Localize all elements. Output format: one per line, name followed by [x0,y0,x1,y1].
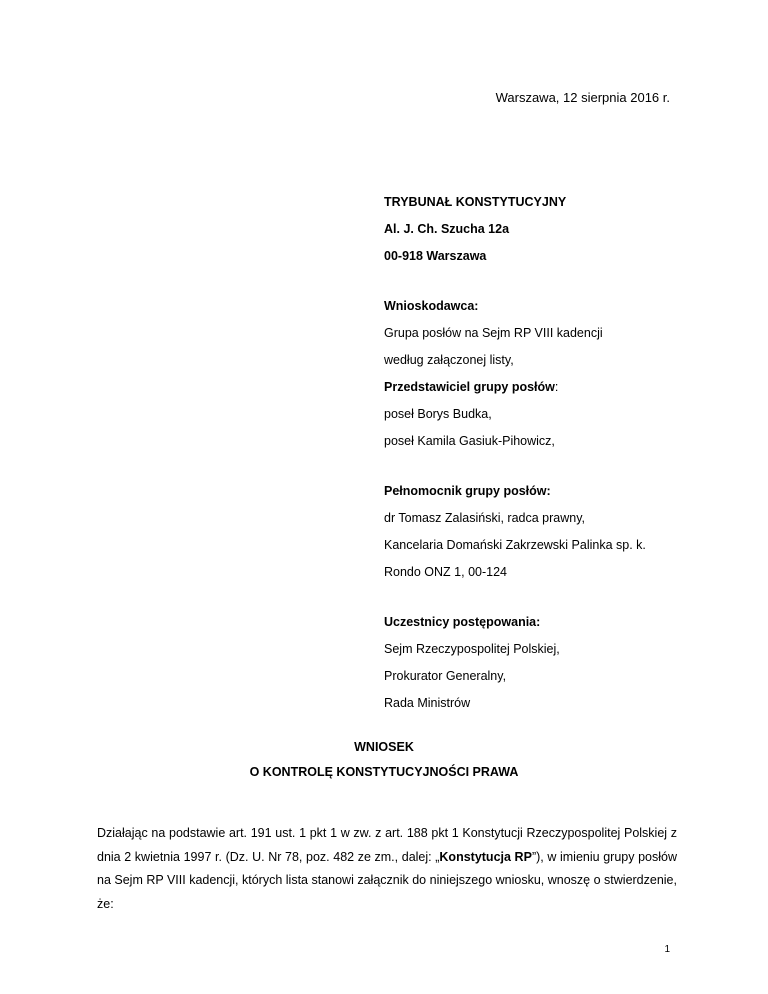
attorney-line: Kancelaria Domański Zakrzewski Palinka sp. k. [384,538,646,552]
representative-line: poseł Borys Budka, [384,407,492,421]
attorney-line: Rondo ONZ 1, 00-124 [384,565,507,579]
motion-title: WNIOSEK [354,740,414,754]
page-number: 1 [664,944,670,955]
addressee-name: TRYBUNAŁ KONSTYTUCYJNY [384,195,567,209]
body-text-part2: ”), w imieniu grupy posłów na Sejm RP VIII kadencji, których lista stanowi załącznik do niniejszego wniosku, wnoszę o stwierdzenie, że: [97,849,677,911]
body-text-bold: Konstytucja RP [439,849,532,864]
representative-heading-line [384,374,558,401]
body-text-part1: Działając na podstawie art. 191 ust. 1 pkt 1 w zw. z art. 188 pkt 1 Konstytucji Rzeczypospolitej Polskiej z dnia 2 kwietnia 1997 r. (Dz. U. Nr 78, poz. 482 ze zm., dalej: „ [97,826,677,864]
applicant-line: według załączonej listy, [384,353,514,367]
addressee-street: Al. J. Ch. Szucha 12a [384,222,510,236]
attorney-heading: Pełnomocnik grupy posłów: [384,484,551,498]
participant-line: Rada Ministrów [384,696,471,710]
participants-heading: Uczestnicy postępowania: [384,615,541,629]
participant-line: Prokurator Generalny, [384,669,507,683]
participant-line: Sejm Rzeczypospolitej Polskiej, [384,642,560,656]
applicant-line: Grupa posłów na Sejm RP VIII kadencji [384,326,603,340]
representative-colon: : [554,380,559,394]
motion-subtitle: O KONTROLĘ KONSTYTUCYJNOŚCI PRAWA [249,765,519,779]
body-paragraph [97,822,677,916]
representative-line: poseł Kamila Gasiuk-Pihowicz, [384,434,555,448]
applicant-heading: Wnioskodawca: [384,299,479,313]
addressee-city: 00-918 Warszawa [384,249,487,263]
document-date: Warszawa, 12 sierpnia 2016 r. [495,90,670,105]
representative-heading: Przedstawiciel grupy posłów [384,380,555,394]
attorney-line: dr Tomasz Zalasiński, radca prawny, [384,511,586,525]
